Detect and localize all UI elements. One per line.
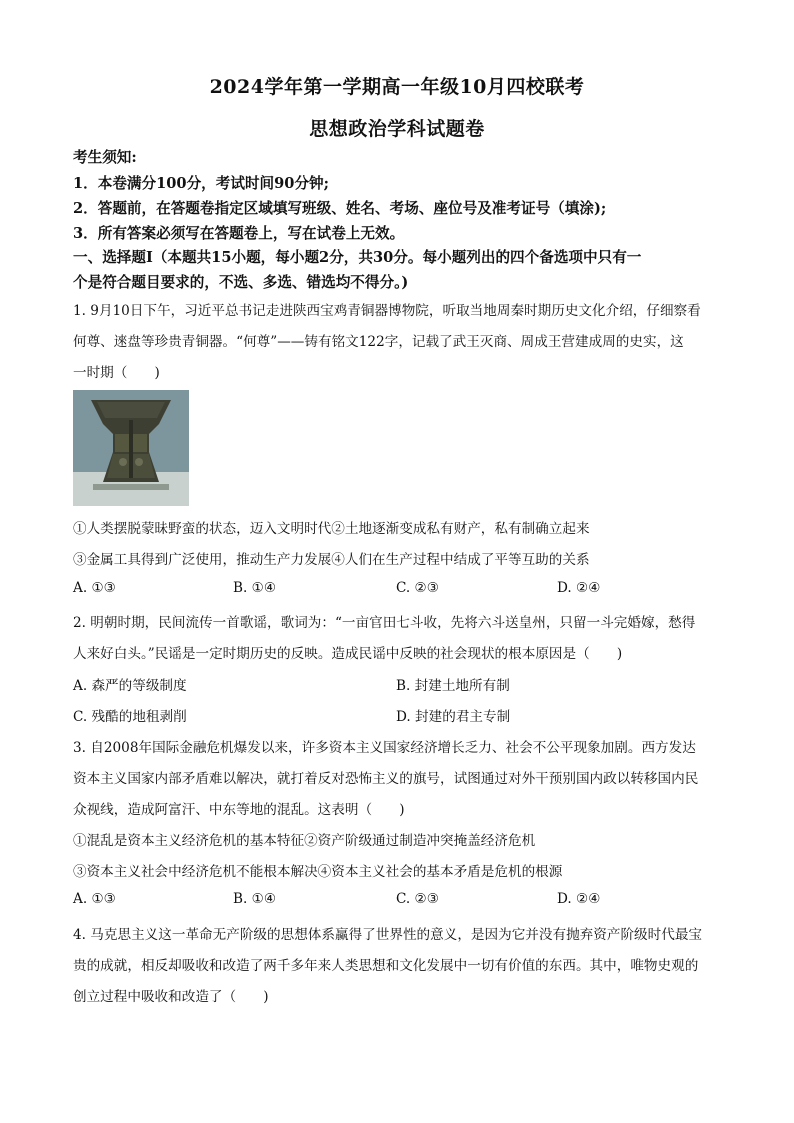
- q3-option-b[interactable]: B. ①④: [233, 891, 277, 907]
- notice-item: 1．本卷满分100分，考试时间90分钟;: [73, 175, 330, 192]
- q1-statement: ①人类摆脱蒙昧野蛮的状态，迈入文明时代②土地逐渐变成私有财产，私有制确立起来: [73, 521, 590, 537]
- q1-stem-line: 一时期（ ): [73, 365, 160, 381]
- q3-statement: ①混乱是资本主义经济危机的基本特征②资产阶级通过制造冲突掩盖经济危机: [73, 833, 536, 849]
- q4-stem-line: 创立过程中吸收和改造了（ ): [73, 989, 269, 1005]
- notice-item: 3．所有答案必须写在答题卷上，写在试卷上无效。: [73, 225, 405, 242]
- section-heading-cont: 个是符合题目要求的，不选、多选、错选均不得分。): [73, 274, 409, 291]
- exam-title: 2024学年第一学期高一年级10月四校联考: [209, 76, 585, 98]
- q1-option-b[interactable]: B. ①④: [233, 580, 277, 596]
- q3-option-d[interactable]: D. ②④: [557, 891, 601, 907]
- q2-stem-line: 人来好白头。”民谣是一定时期历史的反映。造成民谣中反映的社会现状的根本原因是（ ): [73, 646, 623, 662]
- q1-stem-line: 1. 9月10日下午，习近平总书记走进陕西宝鸡青铜器博物院，听取当地周秦时期历史文化介绍，仔细察看: [73, 303, 701, 319]
- q1-option-a[interactable]: A. ①③: [73, 580, 116, 596]
- q2-option-c[interactable]: C. 残酷的地租剥削: [73, 709, 187, 725]
- q3-stem-line: 资本主义国家内部矛盾难以解决，就打着反对恐怖主义的旗号，试图通过对外干预别国内政以转移国内民: [73, 771, 699, 787]
- notice-item: 2．答题前，在答题卷指定区域填写班级、姓名、考场、座位号及准考证号（填涂);: [73, 200, 607, 217]
- q4-stem-line: 贵的成就，相反却吸收和改造了两千多年来人类思想和文化发展中一切有价值的东西。其中，唯物史观的: [73, 958, 699, 974]
- q3-option-c[interactable]: C. ②③: [396, 891, 439, 907]
- q4-stem-line: 4. 马克思主义这一革命无产阶级的思想体系赢得了世界性的意义，是因为它并没有抛弃资产阶级时代最宝: [73, 927, 703, 943]
- exam-subtitle: 思想政治学科试题卷: [309, 118, 485, 140]
- notice-heading: 考生须知:: [73, 149, 137, 166]
- q2-option-a[interactable]: A. 森严的等级制度: [73, 678, 187, 694]
- q3-statement: ③资本主义社会中经济危机不能根本解决④资本主义社会的基本矛盾是危机的根源: [73, 864, 563, 880]
- q2-stem-line: 2. 明朝时期，民间流传一首歌谣，歌词为：“一亩官田七斗收，先将六斗送皇州，只留一斗完婚嫁，愁得: [73, 615, 696, 631]
- q1-option-d[interactable]: D. ②④: [557, 580, 601, 596]
- q3-stem-line: 3. 自2008年国际金融危机爆发以来，许多资本主义国家经济增长乏力、社会不公平现象加剧。西方发达: [73, 740, 696, 756]
- q1-stem-line: 何尊、逨盘等珍贵青铜器。“何尊”——铸有铭文122字，记载了武王灭商、周成王营建成周的史实，这: [73, 334, 684, 350]
- section-heading: 一、选择题Ⅰ（本题共15小题，每小题2分，共30分。每小题列出的四个备选项中只有一: [73, 249, 642, 266]
- q2-option-b[interactable]: B. 封建土地所有制: [396, 678, 510, 694]
- q1-statement: ③金属工具得到广泛使用，推动生产力发展④人们在生产过程中结成了平等互助的关系: [73, 552, 590, 568]
- q2-option-d[interactable]: D. 封建的君主专制: [396, 709, 511, 725]
- bronze-vessel-photo: [73, 390, 189, 506]
- q3-option-a[interactable]: A. ①③: [73, 891, 116, 907]
- q3-stem-line: 众视线，造成阿富汗、中东等地的混乱。这表明（ ): [73, 802, 405, 818]
- bronze-vessel-icon: [73, 390, 189, 506]
- q1-option-c[interactable]: C. ②③: [396, 580, 439, 596]
